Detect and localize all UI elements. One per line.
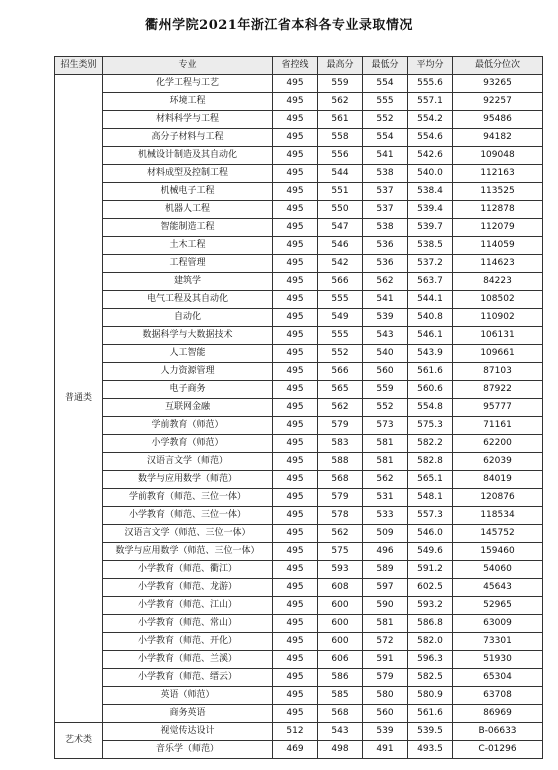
min-score-cell: 552	[363, 111, 408, 129]
max-score-cell: 561	[318, 111, 363, 129]
control-line-cell: 495	[273, 705, 318, 723]
max-score-cell: 562	[318, 525, 363, 543]
min-score-cell: 554	[363, 129, 408, 147]
control-line-cell: 495	[273, 381, 318, 399]
table-row	[55, 291, 543, 309]
max-score-cell: 555	[318, 327, 363, 345]
min-score-cell: 537	[363, 201, 408, 219]
min-rank-cell: 95486	[453, 111, 543, 129]
table-row	[55, 741, 543, 759]
control-line-cell: 495	[273, 543, 318, 561]
major-cell: 环境工程	[103, 93, 273, 111]
control-line-cell: 495	[273, 615, 318, 633]
control-line-cell: 495	[273, 669, 318, 687]
max-score-cell: 568	[318, 705, 363, 723]
avg-score-cell: 582.0	[408, 633, 453, 651]
max-score-cell: 600	[318, 633, 363, 651]
avg-score-cell: 542.6	[408, 147, 453, 165]
major-cell: 学前教育（师范）	[103, 417, 273, 435]
table-row	[55, 687, 543, 705]
min-score-cell: 581	[363, 435, 408, 453]
min-rank-cell: 62039	[453, 453, 543, 471]
min-score-cell: 538	[363, 219, 408, 237]
control-line-cell: 512	[273, 723, 318, 741]
control-line-cell: 469	[273, 741, 318, 759]
major-cell: 化学工程与工艺	[103, 75, 273, 93]
major-cell: 小学教育（师范、江山）	[103, 597, 273, 615]
major-cell: 电气工程及其自动化	[103, 291, 273, 309]
control-line-cell: 495	[273, 93, 318, 111]
min-rank-cell: 73301	[453, 633, 543, 651]
table-row	[55, 75, 543, 93]
major-cell: 机器人工程	[103, 201, 273, 219]
min-rank-cell: 109661	[453, 345, 543, 363]
table-row	[55, 471, 543, 489]
control-line-cell: 495	[273, 345, 318, 363]
min-rank-cell: 62200	[453, 435, 543, 453]
min-rank-cell: 120876	[453, 489, 543, 507]
major-cell: 数据科学与大数据技术	[103, 327, 273, 345]
min-score-cell: 539	[363, 309, 408, 327]
header-max-score: 最高分	[318, 57, 363, 75]
avg-score-cell: 561.6	[408, 705, 453, 723]
min-rank-cell: 110902	[453, 309, 543, 327]
max-score-cell: 578	[318, 507, 363, 525]
max-score-cell: 558	[318, 129, 363, 147]
table-row	[55, 399, 543, 417]
avg-score-cell: 549.6	[408, 543, 453, 561]
control-line-cell: 495	[273, 219, 318, 237]
min-rank-cell: 65304	[453, 669, 543, 687]
min-score-cell: 540	[363, 345, 408, 363]
control-line-cell: 495	[273, 273, 318, 291]
major-cell: 建筑学	[103, 273, 273, 291]
min-score-cell: 597	[363, 579, 408, 597]
min-score-cell: 536	[363, 255, 408, 273]
table-row	[55, 651, 543, 669]
header-major: 专业	[103, 57, 273, 75]
min-score-cell: 572	[363, 633, 408, 651]
major-cell: 视觉传达设计	[103, 723, 273, 741]
avg-score-cell: 539.7	[408, 219, 453, 237]
min-rank-cell: 109048	[453, 147, 543, 165]
avg-score-cell: 546.1	[408, 327, 453, 345]
min-score-cell: 579	[363, 669, 408, 687]
min-score-cell: 580	[363, 687, 408, 705]
table-row	[55, 129, 543, 147]
table-row	[55, 705, 543, 723]
control-line-cell: 495	[273, 471, 318, 489]
page-title: 衢州学院2021年浙江省本科各专业录取情况	[145, 18, 413, 33]
table-row	[55, 93, 543, 111]
min-rank-cell: 84019	[453, 471, 543, 489]
major-cell: 小学教育（师范、开化）	[103, 633, 273, 651]
min-rank-cell: 114623	[453, 255, 543, 273]
max-score-cell: 542	[318, 255, 363, 273]
table-row	[55, 165, 543, 183]
avg-score-cell: 582.8	[408, 453, 453, 471]
major-cell: 小学教育（师范、常山）	[103, 615, 273, 633]
min-score-cell: 541	[363, 147, 408, 165]
avg-score-cell: 602.5	[408, 579, 453, 597]
min-rank-cell: B-06633	[453, 723, 543, 741]
max-score-cell: 593	[318, 561, 363, 579]
major-cell: 材料科学与工程	[103, 111, 273, 129]
max-score-cell: 566	[318, 363, 363, 381]
table-row	[55, 183, 543, 201]
table-row	[55, 111, 543, 129]
major-cell: 电子商务	[103, 381, 273, 399]
min-rank-cell: 51930	[453, 651, 543, 669]
min-score-cell: 591	[363, 651, 408, 669]
control-line-cell: 495	[273, 111, 318, 129]
table-row	[55, 381, 543, 399]
min-score-cell: 581	[363, 615, 408, 633]
min-rank-cell: 118534	[453, 507, 543, 525]
table-row	[55, 417, 543, 435]
major-cell: 汉语言文学（师范、三位一体）	[103, 525, 273, 543]
major-cell: 小学教育（师范、缙云）	[103, 669, 273, 687]
max-score-cell: 562	[318, 399, 363, 417]
avg-score-cell: 557.3	[408, 507, 453, 525]
table-row	[55, 309, 543, 327]
min-rank-cell: 84223	[453, 273, 543, 291]
table-row	[55, 435, 543, 453]
table-row	[55, 543, 543, 561]
max-score-cell: 600	[318, 615, 363, 633]
max-score-cell: 585	[318, 687, 363, 705]
avg-score-cell: 544.1	[408, 291, 453, 309]
min-rank-cell: 45643	[453, 579, 543, 597]
min-rank-cell: 112163	[453, 165, 543, 183]
avg-score-cell: 537.2	[408, 255, 453, 273]
admission-table	[54, 56, 543, 759]
max-score-cell: 559	[318, 75, 363, 93]
major-cell: 机械电子工程	[103, 183, 273, 201]
max-score-cell: 579	[318, 489, 363, 507]
min-score-cell: 533	[363, 507, 408, 525]
table-row	[55, 327, 543, 345]
max-score-cell: 550	[318, 201, 363, 219]
avg-score-cell: 580.9	[408, 687, 453, 705]
min-score-cell: 496	[363, 543, 408, 561]
min-score-cell: 555	[363, 93, 408, 111]
min-score-cell: 560	[363, 363, 408, 381]
min-rank-cell: 108502	[453, 291, 543, 309]
min-score-cell: 562	[363, 471, 408, 489]
control-line-cell: 495	[273, 237, 318, 255]
max-score-cell: 498	[318, 741, 363, 759]
major-cell: 学前教育（师范、三位一体）	[103, 489, 273, 507]
avg-score-cell: 560.6	[408, 381, 453, 399]
table-row	[55, 669, 543, 687]
table-row	[55, 633, 543, 651]
avg-score-cell: 557.1	[408, 93, 453, 111]
avg-score-cell: 540.8	[408, 309, 453, 327]
control-line-cell: 495	[273, 363, 318, 381]
major-cell: 英语（师范）	[103, 687, 273, 705]
control-line-cell: 495	[273, 453, 318, 471]
min-rank-cell: 112878	[453, 201, 543, 219]
avg-score-cell: 538.5	[408, 237, 453, 255]
avg-score-cell: 538.4	[408, 183, 453, 201]
major-cell: 小学教育（师范）	[103, 435, 273, 453]
major-cell: 自动化	[103, 309, 273, 327]
control-line-cell: 495	[273, 327, 318, 345]
max-score-cell: 556	[318, 147, 363, 165]
major-cell: 人力资源管理	[103, 363, 273, 381]
major-cell: 土木工程	[103, 237, 273, 255]
control-line-cell: 495	[273, 147, 318, 165]
table-row	[55, 723, 543, 741]
major-cell: 机械设计制造及其自动化	[103, 147, 273, 165]
min-score-cell: 538	[363, 165, 408, 183]
control-line-cell: 495	[273, 75, 318, 93]
max-score-cell: 583	[318, 435, 363, 453]
avg-score-cell: 554.6	[408, 129, 453, 147]
major-cell: 工程管理	[103, 255, 273, 273]
table-row	[55, 219, 543, 237]
min-rank-cell: C-01296	[453, 741, 543, 759]
control-line-cell: 495	[273, 129, 318, 147]
table-row	[55, 615, 543, 633]
major-cell: 数学与应用数学（师范）	[103, 471, 273, 489]
min-rank-cell: 87922	[453, 381, 543, 399]
table-row	[55, 507, 543, 525]
avg-score-cell: 586.8	[408, 615, 453, 633]
max-score-cell: 586	[318, 669, 363, 687]
avg-score-cell: 561.6	[408, 363, 453, 381]
max-score-cell: 575	[318, 543, 363, 561]
min-score-cell: 536	[363, 237, 408, 255]
min-rank-cell: 71161	[453, 417, 543, 435]
table-row	[55, 489, 543, 507]
avg-score-cell: 596.3	[408, 651, 453, 669]
min-rank-cell: 92257	[453, 93, 543, 111]
major-cell: 小学教育（师范、三位一体）	[103, 507, 273, 525]
control-line-cell: 495	[273, 651, 318, 669]
max-score-cell: 566	[318, 273, 363, 291]
min-score-cell: 562	[363, 273, 408, 291]
max-score-cell: 555	[318, 291, 363, 309]
min-score-cell: 581	[363, 453, 408, 471]
table-row	[55, 273, 543, 291]
header-category: 招生类别	[55, 57, 103, 75]
table-row	[55, 201, 543, 219]
major-cell: 商务英语	[103, 705, 273, 723]
control-line-cell: 495	[273, 525, 318, 543]
avg-score-cell: 539.5	[408, 723, 453, 741]
min-score-cell: 552	[363, 399, 408, 417]
control-line-cell: 495	[273, 579, 318, 597]
min-score-cell: 537	[363, 183, 408, 201]
major-cell: 数学与应用数学（师范、三位一体）	[103, 543, 273, 561]
major-cell: 人工智能	[103, 345, 273, 363]
avg-score-cell: 555.6	[408, 75, 453, 93]
max-score-cell: 549	[318, 309, 363, 327]
min-rank-cell: 114059	[453, 237, 543, 255]
avg-score-cell: 565.1	[408, 471, 453, 489]
max-score-cell: 552	[318, 345, 363, 363]
avg-score-cell: 591.2	[408, 561, 453, 579]
min-score-cell: 559	[363, 381, 408, 399]
max-score-cell: 606	[318, 651, 363, 669]
control-line-cell: 495	[273, 435, 318, 453]
control-line-cell: 495	[273, 561, 318, 579]
table-row	[55, 345, 543, 363]
control-line-cell: 495	[273, 399, 318, 417]
category-cell: 普通类	[55, 75, 103, 723]
table-row	[55, 525, 543, 543]
min-score-cell: 560	[363, 705, 408, 723]
max-score-cell: 608	[318, 579, 363, 597]
min-rank-cell: 63009	[453, 615, 543, 633]
min-rank-cell: 113525	[453, 183, 543, 201]
table-row	[55, 237, 543, 255]
major-cell: 小学教育（师范、兰溪）	[103, 651, 273, 669]
min-rank-cell: 94182	[453, 129, 543, 147]
min-score-cell: 541	[363, 291, 408, 309]
min-rank-cell: 87103	[453, 363, 543, 381]
max-score-cell: 588	[318, 453, 363, 471]
table-header-row	[55, 57, 543, 75]
table-row	[55, 363, 543, 381]
major-cell: 材料成型及控制工程	[103, 165, 273, 183]
avg-score-cell: 548.1	[408, 489, 453, 507]
major-cell: 音乐学（师范）	[103, 741, 273, 759]
table-row	[55, 255, 543, 273]
min-rank-cell: 54060	[453, 561, 543, 579]
max-score-cell: 565	[318, 381, 363, 399]
table-row	[55, 561, 543, 579]
control-line-cell: 495	[273, 633, 318, 651]
control-line-cell: 495	[273, 255, 318, 273]
min-rank-cell: 106131	[453, 327, 543, 345]
min-rank-cell: 112079	[453, 219, 543, 237]
header-avg-score: 平均分	[408, 57, 453, 75]
max-score-cell: 546	[318, 237, 363, 255]
avg-score-cell: 540.0	[408, 165, 453, 183]
max-score-cell: 547	[318, 219, 363, 237]
min-rank-cell: 93265	[453, 75, 543, 93]
header-min-rank: 最低分位次	[453, 57, 543, 75]
control-line-cell: 495	[273, 597, 318, 615]
max-score-cell: 568	[318, 471, 363, 489]
major-cell: 高分子材料与工程	[103, 129, 273, 147]
avg-score-cell: 493.5	[408, 741, 453, 759]
major-cell: 互联网金融	[103, 399, 273, 417]
control-line-cell: 495	[273, 183, 318, 201]
min-score-cell: 590	[363, 597, 408, 615]
min-rank-cell: 63708	[453, 687, 543, 705]
max-score-cell: 562	[318, 93, 363, 111]
table-row	[55, 147, 543, 165]
max-score-cell: 579	[318, 417, 363, 435]
min-score-cell: 589	[363, 561, 408, 579]
control-line-cell: 495	[273, 417, 318, 435]
major-cell: 汉语言文学（师范）	[103, 453, 273, 471]
header-control-line: 省控线	[273, 57, 318, 75]
min-score-cell: 543	[363, 327, 408, 345]
min-rank-cell: 95777	[453, 399, 543, 417]
control-line-cell: 495	[273, 687, 318, 705]
table-row	[55, 453, 543, 471]
control-line-cell: 495	[273, 489, 318, 507]
avg-score-cell: 539.4	[408, 201, 453, 219]
avg-score-cell: 593.2	[408, 597, 453, 615]
avg-score-cell: 554.8	[408, 399, 453, 417]
min-score-cell: 539	[363, 723, 408, 741]
min-rank-cell: 159460	[453, 543, 543, 561]
table-row	[55, 579, 543, 597]
avg-score-cell: 575.3	[408, 417, 453, 435]
header-min-score: 最低分	[363, 57, 408, 75]
control-line-cell: 495	[273, 291, 318, 309]
min-score-cell: 491	[363, 741, 408, 759]
max-score-cell: 543	[318, 723, 363, 741]
min-score-cell: 531	[363, 489, 408, 507]
avg-score-cell: 563.7	[408, 273, 453, 291]
control-line-cell: 495	[273, 507, 318, 525]
major-cell: 小学教育（师范、龙游）	[103, 579, 273, 597]
max-score-cell: 544	[318, 165, 363, 183]
max-score-cell: 600	[318, 597, 363, 615]
major-cell: 小学教育（师范、衢江）	[103, 561, 273, 579]
avg-score-cell: 543.9	[408, 345, 453, 363]
control-line-cell: 495	[273, 165, 318, 183]
min-score-cell: 554	[363, 75, 408, 93]
min-rank-cell: 86969	[453, 705, 543, 723]
max-score-cell: 551	[318, 183, 363, 201]
avg-score-cell: 582.5	[408, 669, 453, 687]
min-rank-cell: 145752	[453, 525, 543, 543]
avg-score-cell: 582.2	[408, 435, 453, 453]
avg-score-cell: 546.0	[408, 525, 453, 543]
avg-score-cell: 554.2	[408, 111, 453, 129]
category-cell: 艺术类	[55, 723, 103, 759]
min-rank-cell: 52965	[453, 597, 543, 615]
control-line-cell: 495	[273, 201, 318, 219]
major-cell: 智能制造工程	[103, 219, 273, 237]
min-score-cell: 573	[363, 417, 408, 435]
control-line-cell: 495	[273, 309, 318, 327]
min-score-cell: 509	[363, 525, 408, 543]
table-row	[55, 597, 543, 615]
